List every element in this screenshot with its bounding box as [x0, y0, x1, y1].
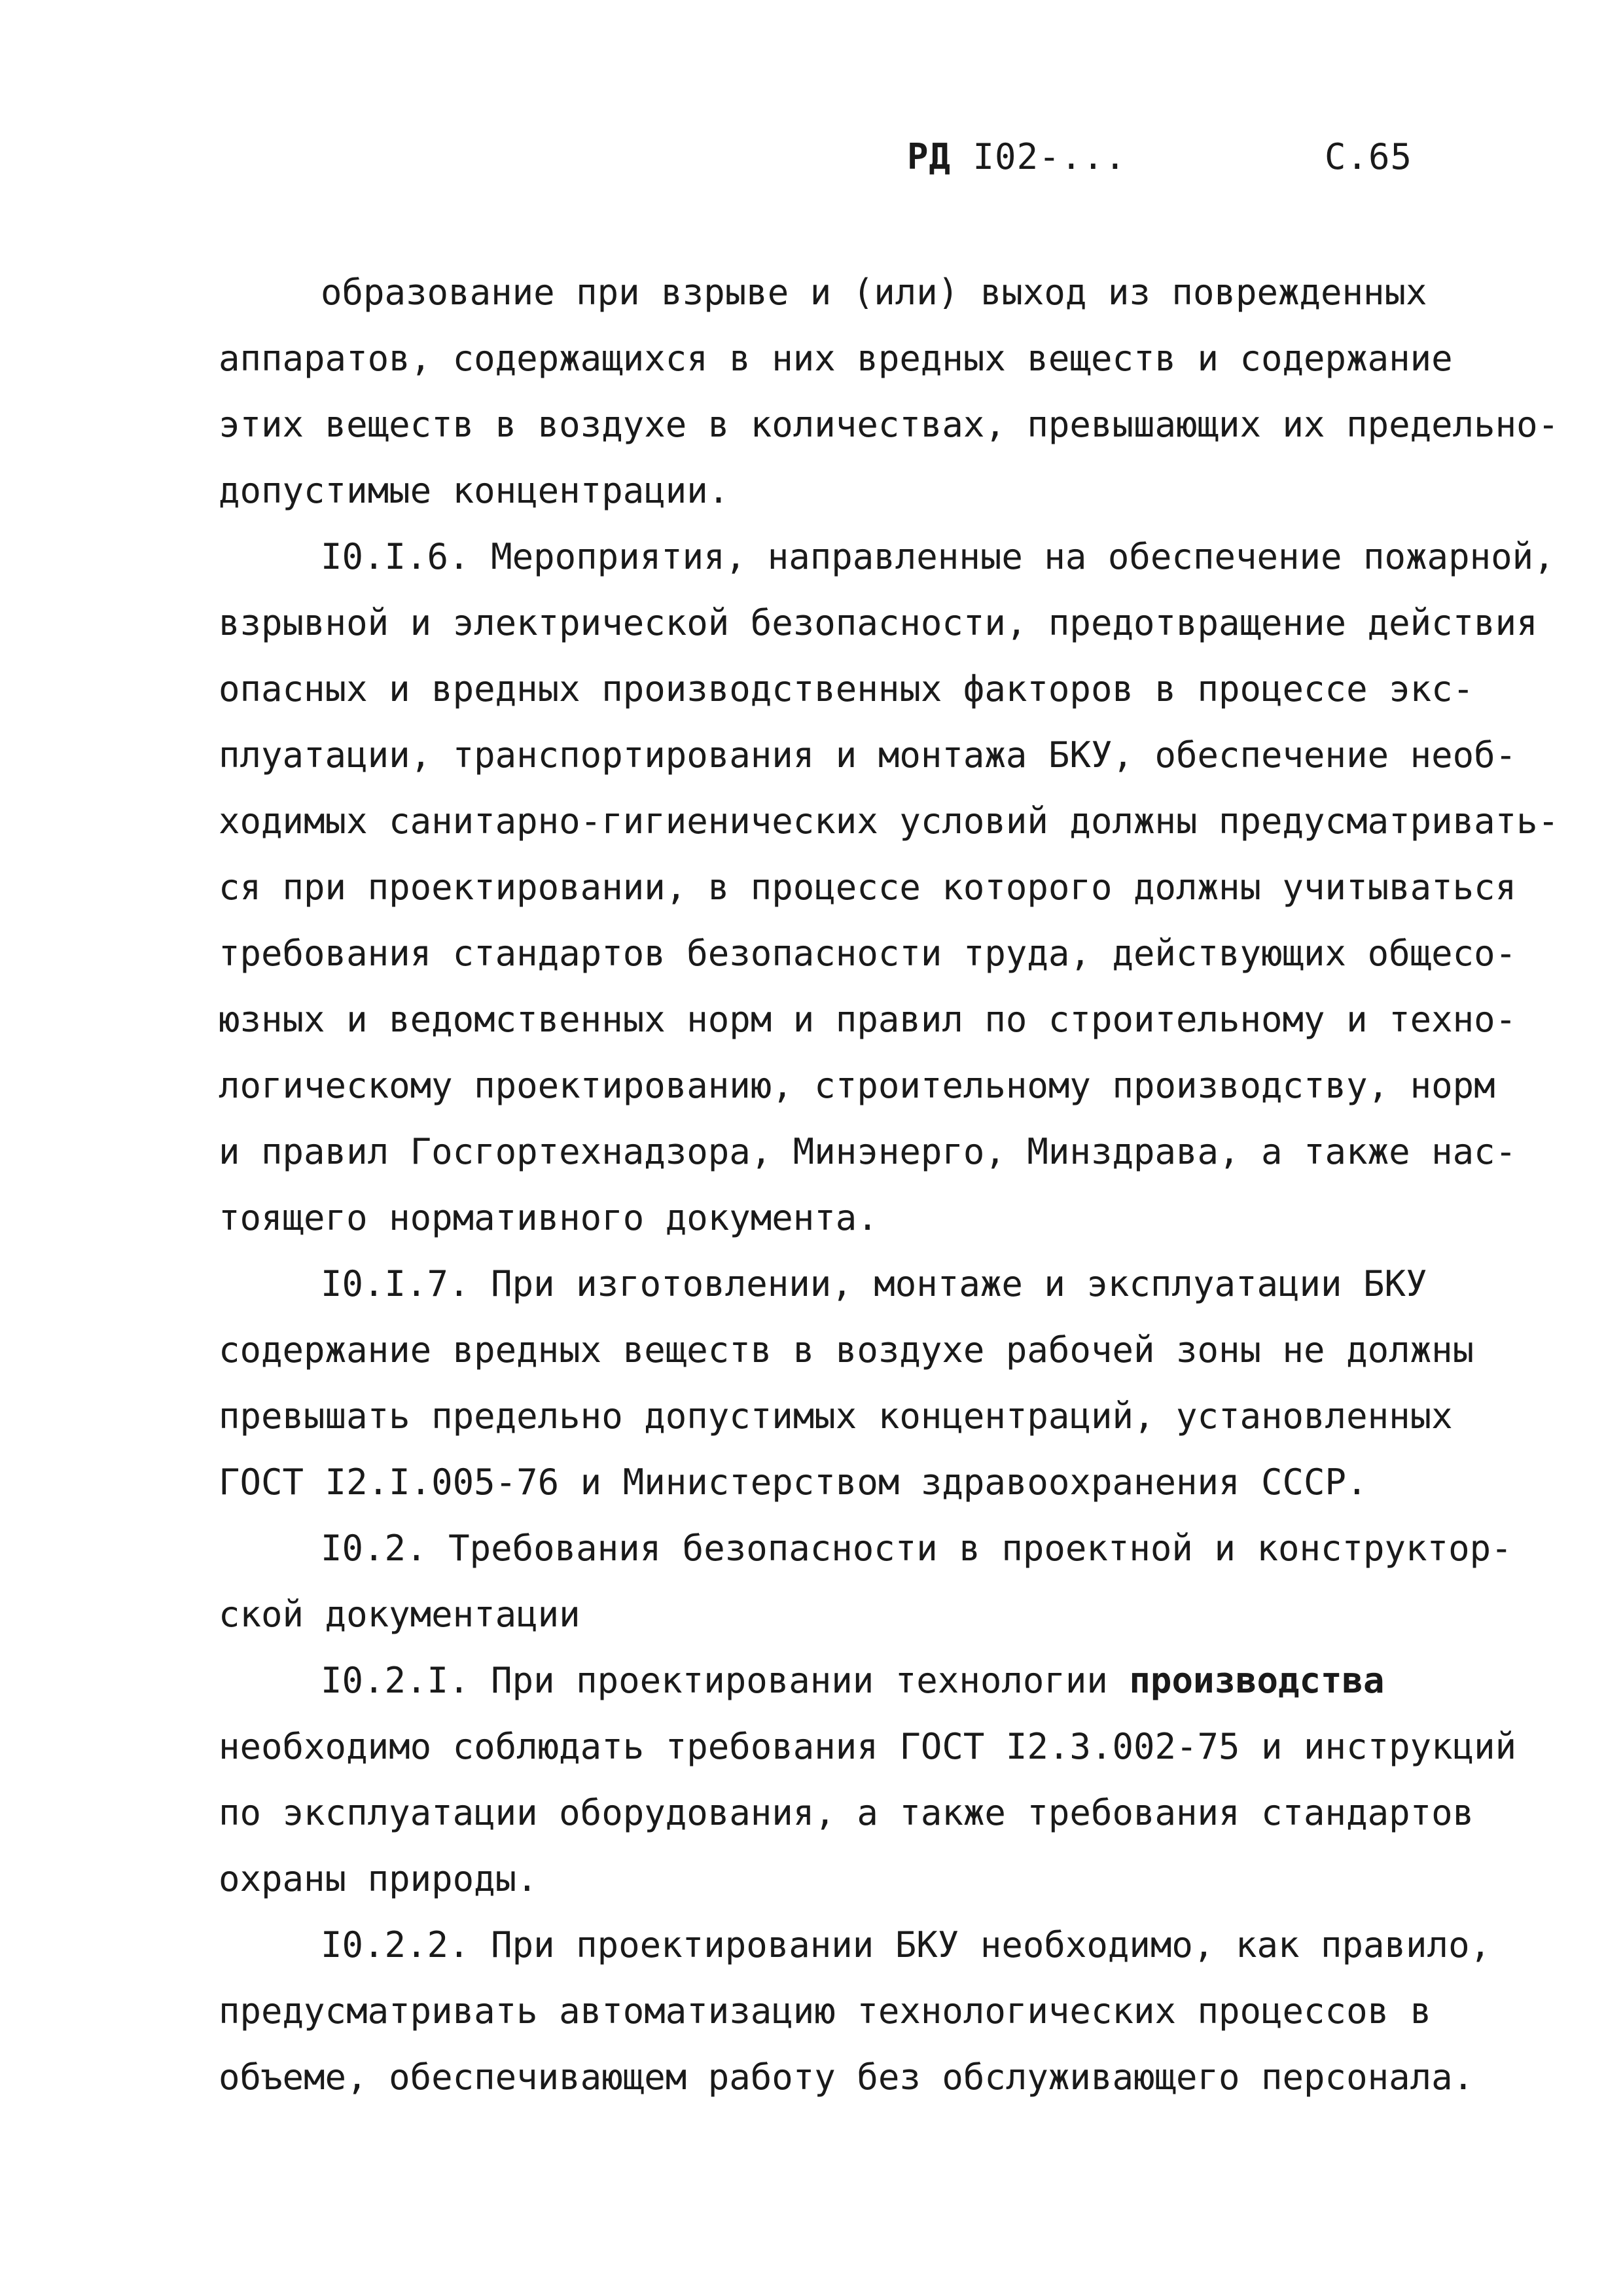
text-line: объеме, обеспечивающем работу без обслуживающего персонала.: [219, 2056, 1474, 2098]
text-line: аппаратов, содержащихся в них вредных веществ и содержание: [219, 338, 1453, 379]
text-line: ходимых санитарно-гигиенических условий должны предусматривать-: [219, 800, 1560, 842]
text-line: и правил Госгортехнадзора, Минэнерго, Минздрава, а также нас-: [219, 1131, 1517, 1172]
text-line: допустимые концентрации.: [219, 470, 730, 511]
text-line: опасных и вредных производственных факторов в процессе экс-: [219, 668, 1474, 709]
section-10-1-6-first-line: I0.I.6. Мероприятия, направленные на обеспечение пожарной,: [321, 536, 1555, 577]
page-header: [907, 131, 1444, 183]
text-fragment: I0.2.I. При проектировании технологии: [321, 1660, 1130, 1701]
text-line: охраны природы.: [219, 1858, 538, 1899]
section-10-1-7-first-line: I0.I.7. При изготовлении, монтаже и эксплуатации БКУ: [321, 1263, 1427, 1304]
section-10-2-heading-continued: ской документации: [219, 1594, 580, 1635]
document-code-number: I02-...: [951, 136, 1127, 177]
document-code-prefix: РД: [907, 136, 952, 177]
section-10-2-1-first-line: [219, 1647, 1488, 1713]
bold-overprinted-word: производства: [1129, 1660, 1385, 1701]
text-line: взрывной и электрической безопасности, предотвращение действия: [219, 602, 1538, 643]
text-line: предусматривать автоматизацию технологических процессов в: [219, 1990, 1432, 2032]
document-code: [907, 131, 1126, 183]
text-line: плуатации, транспортирования и монтажа БКУ, обеспечение необ-: [219, 734, 1517, 776]
text-line: необходимо соблюдать требования ГОСТ I2.3.002-75 и инструкций: [219, 1726, 1517, 1767]
text-line: ГОСТ I2.I.005-76 и Министерством здравоохранения СССР.: [219, 1462, 1368, 1503]
page-number: С.65: [1324, 136, 1412, 177]
text-line: тоящего нормативного документа.: [219, 1197, 878, 1238]
text-line: содержание вредных веществ в воздухе рабочей зоны не должны: [219, 1329, 1474, 1371]
text-line: превышать предельно допустимых концентраций, установленных: [219, 1395, 1453, 1437]
text-line: ся при проектировании, в процессе которого должны учитываться: [219, 867, 1517, 908]
text-line: по эксплуатации оборудования, а также требования стандартов: [219, 1792, 1474, 1833]
section-10-2-heading: I0.2. Требования безопасности в проектной и конструктор-: [321, 1528, 1512, 1569]
text-line: юзных и ведомственных норм и правил по строительному и техно-: [219, 999, 1517, 1040]
text-line: образование при взрыве и (или) выход из поврежденных: [321, 272, 1427, 313]
text-line: требования стандартов безопасности труда, действующих общесо-: [219, 933, 1517, 974]
document-body: [219, 259, 1560, 2110]
text-line: этих веществ в воздухе в количествах, превышающих их предельно-: [219, 404, 1560, 445]
section-10-2-2-first-line: I0.2.2. При проектировании БКУ необходимо, как правило,: [321, 1924, 1491, 1965]
text-line: логическому проектированию, строительному производству, норм: [219, 1065, 1495, 1106]
